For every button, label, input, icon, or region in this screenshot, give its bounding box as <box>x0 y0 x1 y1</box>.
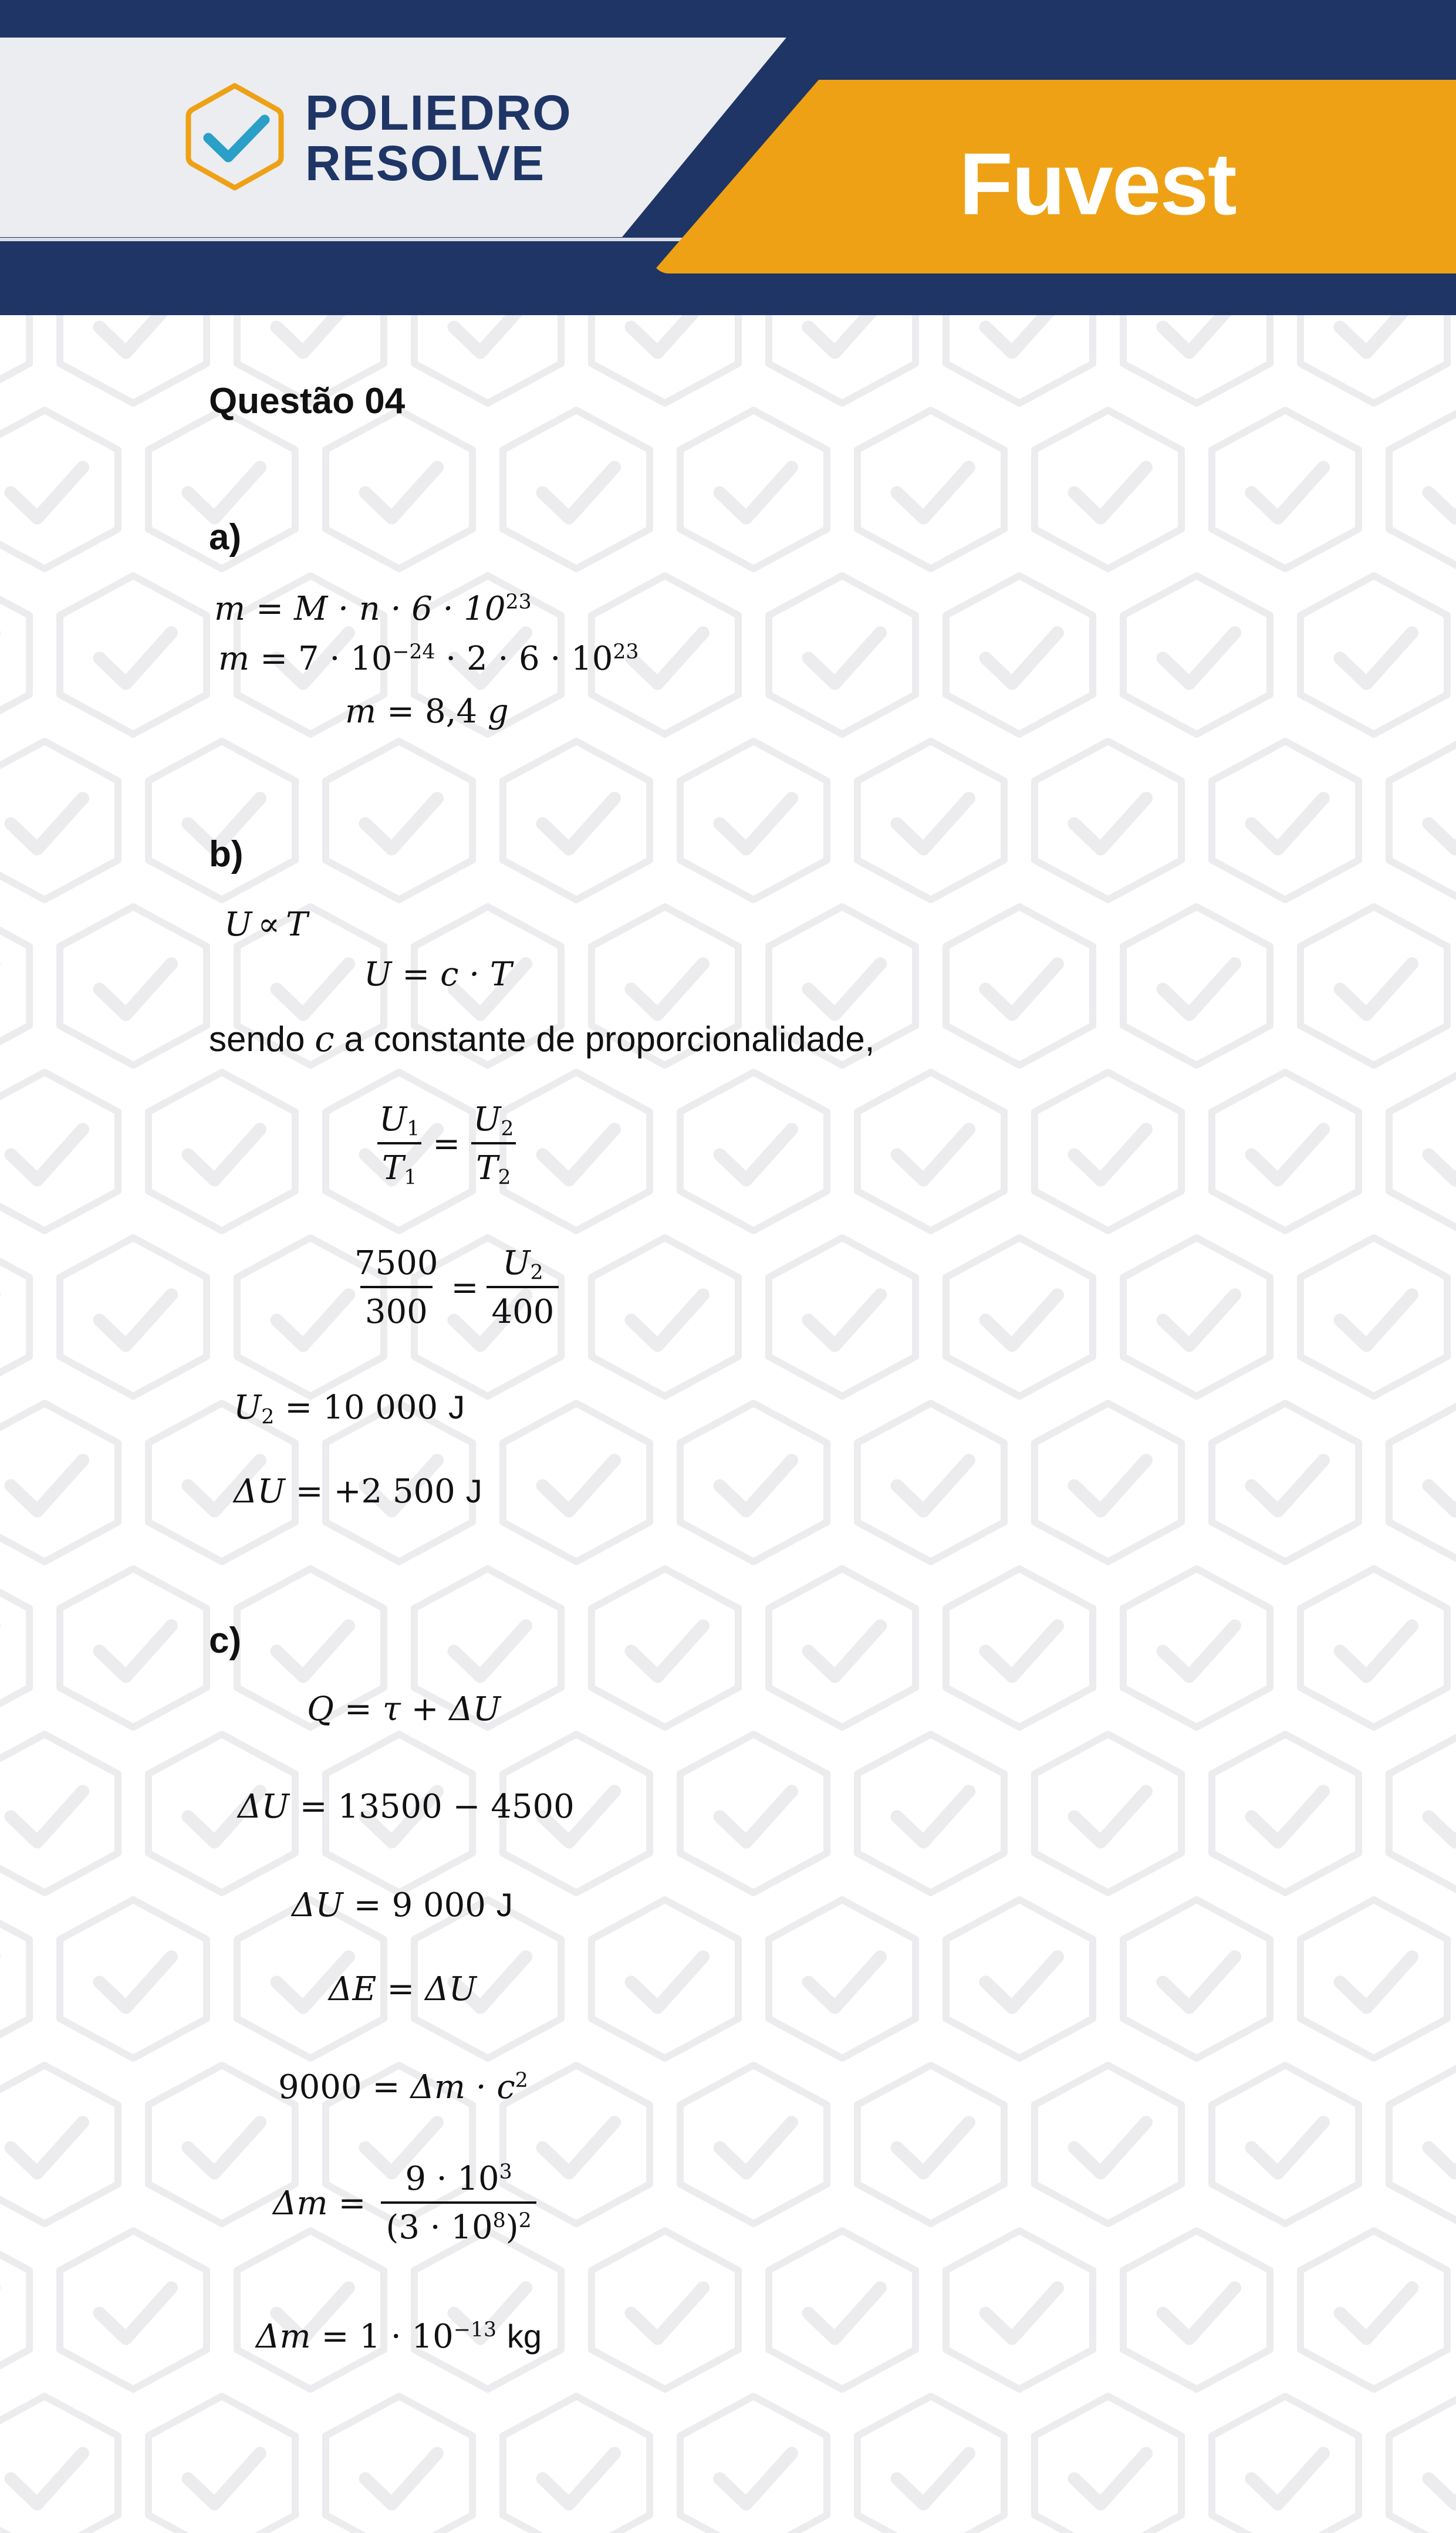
part-a-eq2: $m = 7 \cdot 10^{-24} \cdot 2 \cdot 6 \cdot 10^{23}$ <box>218 640 639 678</box>
header-divider <box>0 238 710 241</box>
part-b-label: b) <box>209 834 244 874</box>
part-c-dm-fraction: Δm = $\frac{9 \cdot 10^3}{(3 \cdot 10^8)^2}$ <box>273 2160 541 2247</box>
logo-text-poliedro: POLIEDRO <box>305 85 572 140</box>
part-c-label: c) <box>209 1620 242 1661</box>
part-b-delta-u: ΔU = +2 500 J <box>234 1472 482 1511</box>
exam-title: Fuvest <box>959 134 1236 233</box>
part-b-u2: $U_2 = 10$ 000 J <box>234 1389 465 1429</box>
part-a-eq1: $m = M \cdot n \cdot 6 \cdot 10^{23}$ <box>214 590 532 628</box>
hexagon-check-icon <box>185 82 285 191</box>
part-b-ratio: $\frac{U_1}{T_1}$ = $\frac{U_2}{T_2}$ <box>370 1100 523 1187</box>
part-b-proportional: U ∝ T <box>224 906 308 944</box>
part-b-text: sendo c a constante de proporcionalidade, <box>209 1019 875 1060</box>
part-c-du-calc: ΔU = 13500 − 4500 <box>238 1788 575 1826</box>
part-c-first-law: Q = τ + ΔU <box>307 1690 501 1728</box>
part-c-energy: ΔE = ΔU <box>329 1970 477 2008</box>
part-c-einstein: $9000 = \Delta m \cdot c^2$ <box>278 2068 528 2106</box>
part-b-numeric-ratio: $\frac{7500}{300}$ = $\frac{U_2}{400}$ <box>345 1244 563 1331</box>
question-title: Questão 04 <box>209 381 406 421</box>
part-b-eq-constant: U = c · T <box>364 955 512 994</box>
logo-text-resolve: RESOLVE <box>305 136 546 191</box>
part-a-eq3: m = 8,4 g <box>345 693 509 731</box>
part-a-label: a) <box>209 517 242 558</box>
header-banner <box>0 0 1456 315</box>
part-c-dm-result: $\Delta m = 1 \cdot 10^{-13}$ kg <box>256 2318 542 2356</box>
part-c-du-result: ΔU = 9 000 J <box>292 1886 513 1924</box>
